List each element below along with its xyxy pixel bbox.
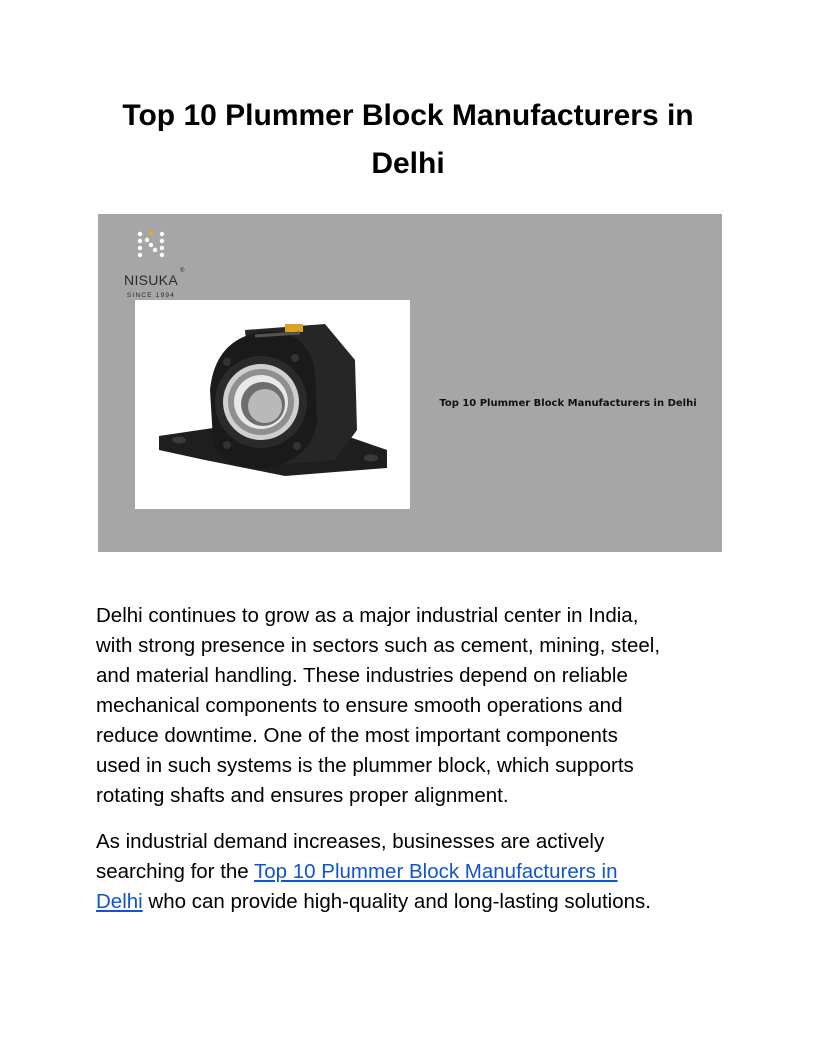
banner-caption: Top 10 Plummer Block Manufacturers in Delhi <box>439 398 697 409</box>
paragraph-intro <box>96 601 726 811</box>
paragraph-demand <box>96 827 726 917</box>
nisuka-logo-icon <box>120 228 182 268</box>
paragraph-text: who can provide high-quality and long-lasting solutions. <box>142 890 651 913</box>
paragraph-line: As industrial demand increases, businesses are actively <box>96 830 605 853</box>
paragraph-line: with strong presence in sectors such as cement, mining, steel, <box>96 634 661 657</box>
paragraph-line: mechanical components to ensure smooth operations and <box>96 694 623 717</box>
title-line-2: Delhi <box>371 147 445 180</box>
plummer-block-bearing-icon <box>135 300 410 509</box>
manufacturers-link-text-1[interactable]: Top 10 Plummer Block Manufacturers in <box>254 860 618 883</box>
logo-since: SINCE 1994 <box>126 292 176 299</box>
banner-image <box>98 214 722 552</box>
plummer-block-photo <box>135 300 410 509</box>
title-line-1: Top 10 Plummer Block Manufacturers in <box>122 99 694 132</box>
document-title <box>96 92 720 188</box>
paragraph-line: reduce downtime. One of the most important components <box>96 724 618 747</box>
paragraph-line: rotating shafts and ensures proper alignment. <box>96 784 509 807</box>
manufacturers-link-text-2[interactable]: Delhi <box>96 890 143 913</box>
logo-wordmark: NISUKA <box>124 272 178 288</box>
paragraph-line: Delhi continues to grow as a major industrial center in India, <box>96 604 639 627</box>
nisuka-logo <box>120 228 192 304</box>
paragraph-text: searching for the <box>96 860 255 883</box>
logo-registered-mark: ® <box>180 268 185 274</box>
paragraph-line: and material handling. These industries depend on reliable <box>96 664 628 687</box>
paragraph-line: used in such systems is the plummer block, which supports <box>96 754 634 777</box>
